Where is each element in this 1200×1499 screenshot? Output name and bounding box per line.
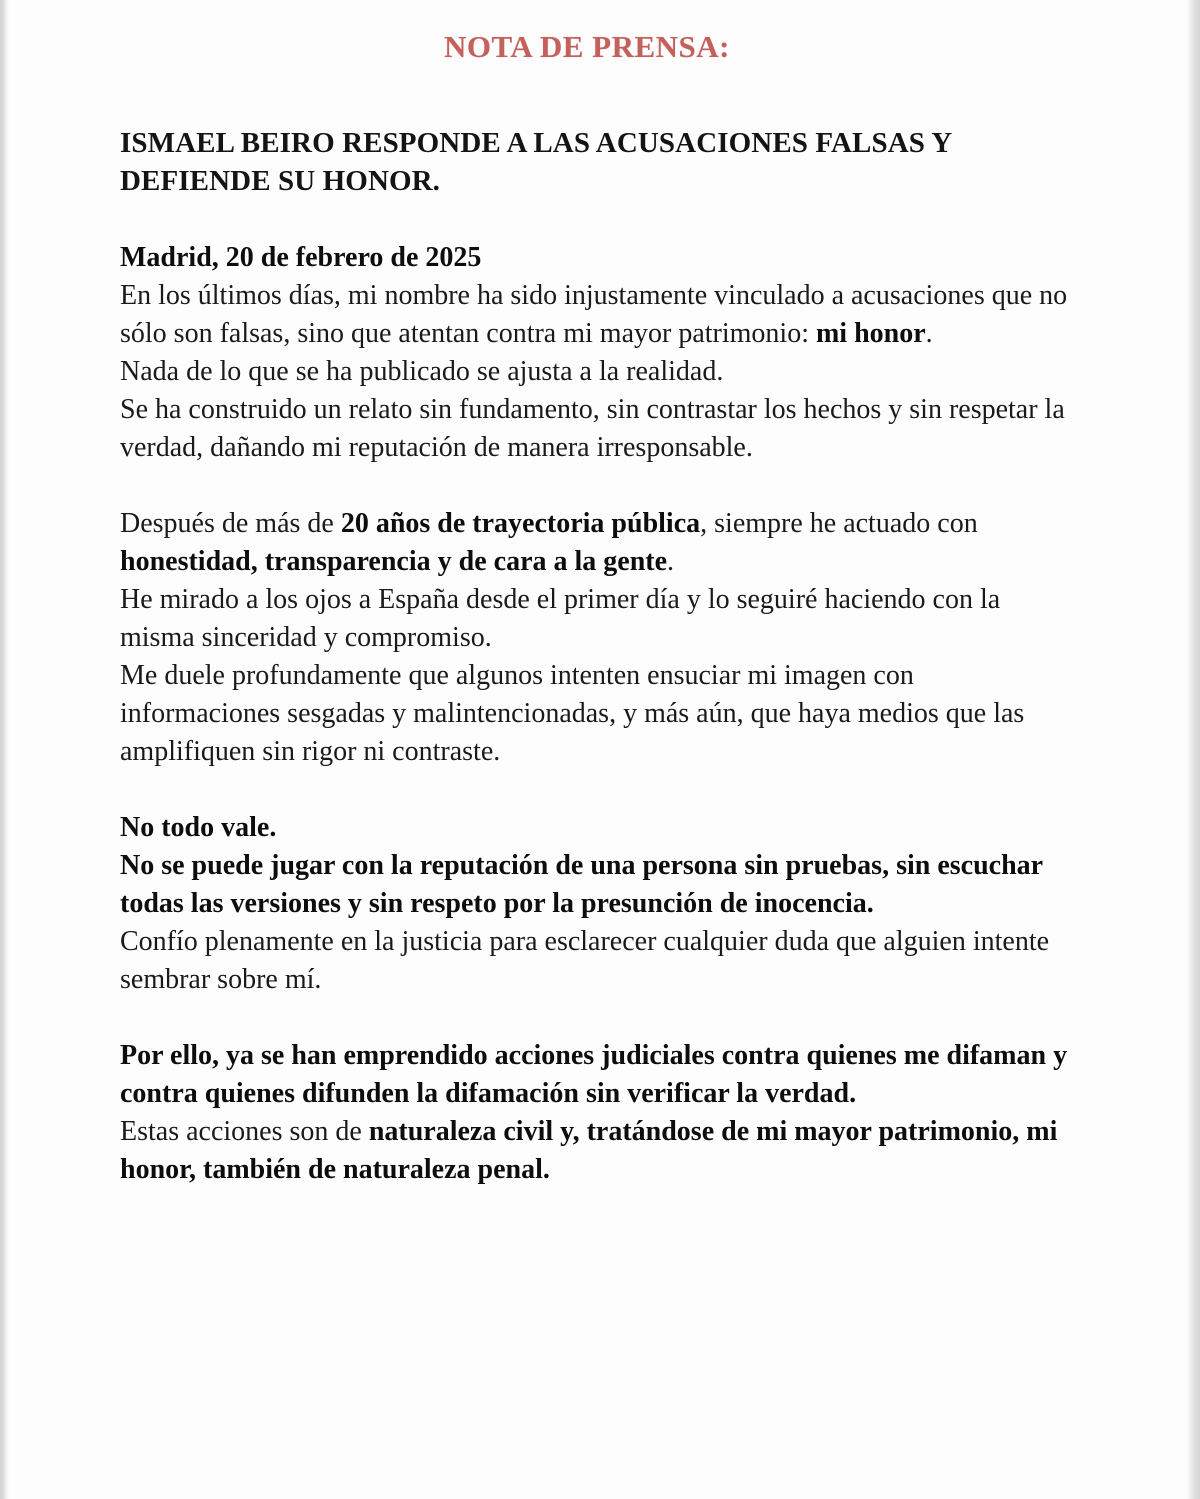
body-text: Me duele profundamente que algunos intenten ensuciar mi imagen con informaciones sesgadas y malintencionadas, y más aún, que haya medios que las amplifiquen sin rigor ni contraste. — [120, 659, 1025, 767]
paragraph-p2 — [120, 353, 1070, 391]
dateline-and-first-paragraph — [120, 239, 1070, 353]
paragraph-p10 — [120, 1037, 1070, 1113]
body-text: En los últimos días, mi nombre ha sido injustamente vinculado a acusaciones que no sólo son falsas, sino que atentan contra mi mayor patrimonio: — [120, 279, 1068, 349]
body-text: Estas acciones son de — [120, 1115, 369, 1147]
paragraph-p7 — [120, 809, 1070, 847]
body-text: . — [667, 545, 675, 577]
body-text: . — [925, 317, 933, 349]
emphasis-text: Por ello, ya se han emprendido acciones judiciales contra quienes me difaman y contra quienes difunden la difamación sin verificar la verdad. — [120, 1039, 1068, 1109]
paragraph-p9 — [120, 923, 1070, 999]
paragraph-p5 — [120, 581, 1070, 657]
emphasis-text: 20 años de trayectoria pública — [340, 507, 701, 539]
body-text: He mirado a los ojos a España desde el primer día y lo seguiré haciendo con la misma sinceridad y compromiso. — [120, 583, 1001, 653]
page-title: ISMAEL BEIRO RESPONDE A LAS ACUSACIONES FALSAS Y DEFIENDE SU HONOR. — [120, 127, 952, 197]
emphasis-text: No todo vale. — [120, 811, 277, 843]
emphasis-text: honestidad, transparencia y de cara a la gente — [120, 545, 668, 577]
paragraph-p1 — [120, 280, 1067, 349]
body-text: Se ha construido un relato sin fundamento, sin contrastar los hechos y sin respetar la verdad, dañando mi reputación de manera irresponsable. — [120, 393, 1065, 463]
paragraph-p11 — [120, 1113, 1070, 1189]
document-body — [120, 65, 1070, 1189]
emphasis-text: mi honor — [815, 317, 926, 349]
body-text: Confío plenamente en la justicia para esclarecer cualquier duda que alguien intente sembrar sobre mí. — [120, 925, 1050, 995]
paragraph-p4 — [120, 505, 1070, 581]
paragraph-p6 — [120, 657, 1070, 771]
body-text: Después de más de — [120, 507, 341, 539]
press-release-label: NOTA DE PRENSA: — [444, 29, 730, 64]
dateline: Madrid, 20 de febrero de 2025 — [120, 241, 482, 273]
paragraph-p8 — [120, 847, 1070, 923]
paragraph-p3 — [120, 391, 1070, 467]
body-text: Nada de lo que se ha publicado se ajusta a la realidad. — [120, 355, 724, 387]
body-text: , siempre he actuado con — [700, 507, 978, 539]
emphasis-text: No se puede jugar con la reputación de una persona sin pruebas, sin escuchar todas las versiones y sin respeto por la presunción de inocencia. — [120, 849, 1043, 919]
emphasis-text: naturaleza civil y, tratándose de mi mayor patrimonio, mi honor, también de naturaleza penal. — [120, 1115, 1058, 1185]
